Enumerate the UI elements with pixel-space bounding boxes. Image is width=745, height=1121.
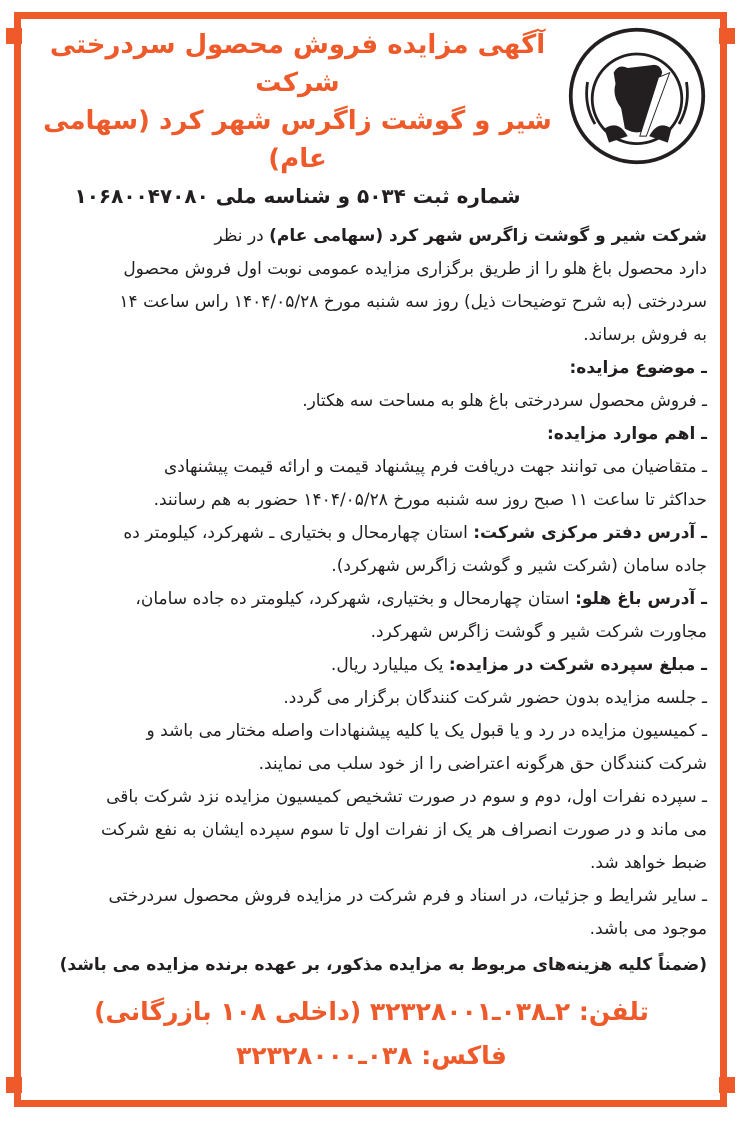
body-line (36, 319, 707, 352)
body-line (36, 484, 707, 517)
fax-number: فاکس: ۰۳۸ـ۳۲۳۲۸۰۰۰ (236, 1041, 507, 1070)
body-line (36, 418, 707, 451)
body-text: ـ سایر شرایط و جزئیات، در اسناد و فرم شرکت در مزایده فروش محصول سردرختی (108, 886, 707, 906)
body-text: به فروش برساند. (583, 325, 707, 345)
cost-note: (ضمناً کلیه هزینه‌های مربوط به مزایده مذکور، بر عهده برنده مزایده می باشد) (59, 955, 707, 975)
section-heading: ـ اهم موارد مزایده: (547, 424, 707, 444)
body-text: یک میلیارد ریال. (330, 655, 449, 675)
body-text: استان چهارمحال و بختیاری ـ شهرکرد، کیلومتر ده (123, 523, 474, 543)
body-line (36, 583, 707, 616)
body-line (36, 451, 707, 484)
registration-number: شماره ثبت ۵۰۳۴ و شناسه ملی ۱۰۶۸۰۰۴۷۰۸۰ (74, 184, 521, 208)
ad-body (36, 220, 707, 980)
body-line (36, 352, 707, 385)
section-heading: شرکت شیر و گوشت زاگرس شهر کرد (سهامی عام) (269, 226, 707, 246)
body-text: ـ سپرده نفرات اول، دوم و سوم در صورت تشخیص کمیسیون مزایده نزد شرکت باقی (106, 787, 707, 807)
ad-title-line1: آگهی مزایده فروش محصول سردرختی شرکت (49, 30, 546, 98)
body-text: ـ متقاضیان می توانند جهت دریافت فرم پیشنهاد قیمت و ارائه قیمت پیشنهادی (163, 457, 707, 477)
phone-number: تلفن: ۲ـ۰۳۸ـ۳۲۳۲۸۰۰۱ (داخلی ۱۰۸ بازرگانی) (94, 997, 649, 1026)
body-line (36, 814, 707, 847)
body-text: جاده سامان (شرکت شیر و گوشت زاگرس شهرکرد). (331, 556, 707, 576)
body-text: مجاورت شرکت شیر و گوشت زاگرس شهرکرد. (370, 622, 707, 642)
body-text: موجود می باشد. (589, 919, 707, 939)
company-logo (567, 26, 707, 166)
body-line (36, 616, 707, 649)
body-text: می ماند و در صورت انصراف هر یک از نفرات اول تا سوم سپرده ایشان به نفع شرکت (101, 820, 707, 840)
body-line (36, 253, 707, 286)
body-text: سردرختی (به شرح توضیحات ذیل) روز سه شنبه مورخ ۱۴۰۴/۰۵/۲۸ راس ساعت ۱۴ (119, 292, 707, 312)
body-line (36, 385, 707, 418)
ad-title-line2: شیر و گوشت زاگرس شهر کرد (سهامی عام) (43, 106, 552, 174)
body-text: دارد محصول باغ هلو را از طریق برگزاری مزایده عمومی نوبت اول فروش محصول (123, 259, 707, 279)
body-line (36, 913, 707, 946)
body-text: ضبط خواهد شد. (590, 853, 707, 873)
ad-titles (36, 26, 559, 212)
ad-header (36, 26, 707, 212)
body-text: حداکثر تا ساعت ۱۱ صبح روز سه شنبه مورخ ۱۴۰۴/۰۵/۲۸ حضور به هم رسانند. (153, 490, 707, 510)
body-text: ـ جلسه مزایده بدون حضور شرکت کنندگان برگزار می گردد. (283, 688, 707, 708)
body-line (36, 286, 707, 319)
body-line (36, 781, 707, 814)
section-heading: ـ آدرس دفتر مرکزی شرکت: (473, 523, 707, 543)
body-line (36, 220, 707, 253)
section-heading: ـ موضوع مزایده: (569, 358, 707, 378)
body-text: ـ کمیسیون مزایده در رد و یا قبول یک یا کلیه پیشنهادات واصله مختار می باشد و (146, 721, 707, 741)
body-text: ـ فروش محصول سردرختی باغ هلو به مساحت سه هکتار. (302, 391, 707, 411)
body-line (36, 847, 707, 880)
body-line (36, 880, 707, 913)
body-text: شرکت کنندگان حق هرگونه اعتراضی را از خود سلب می نمایند. (258, 754, 707, 774)
section-heading: ـ مبلغ سپرده شرکت در مزایده: (448, 655, 707, 675)
body-text: در نظر (214, 226, 270, 246)
body-line (36, 715, 707, 748)
body-line (36, 748, 707, 781)
body-line (36, 517, 707, 550)
body-line (36, 682, 707, 715)
body-line (36, 550, 707, 583)
section-heading: ـ آدرس باغ هلو: (575, 589, 707, 609)
body-line (36, 649, 707, 682)
body-text: استان چهارمحال و بختیاری، شهرکرد، کیلومتر ده جاده سامان، (135, 589, 576, 609)
